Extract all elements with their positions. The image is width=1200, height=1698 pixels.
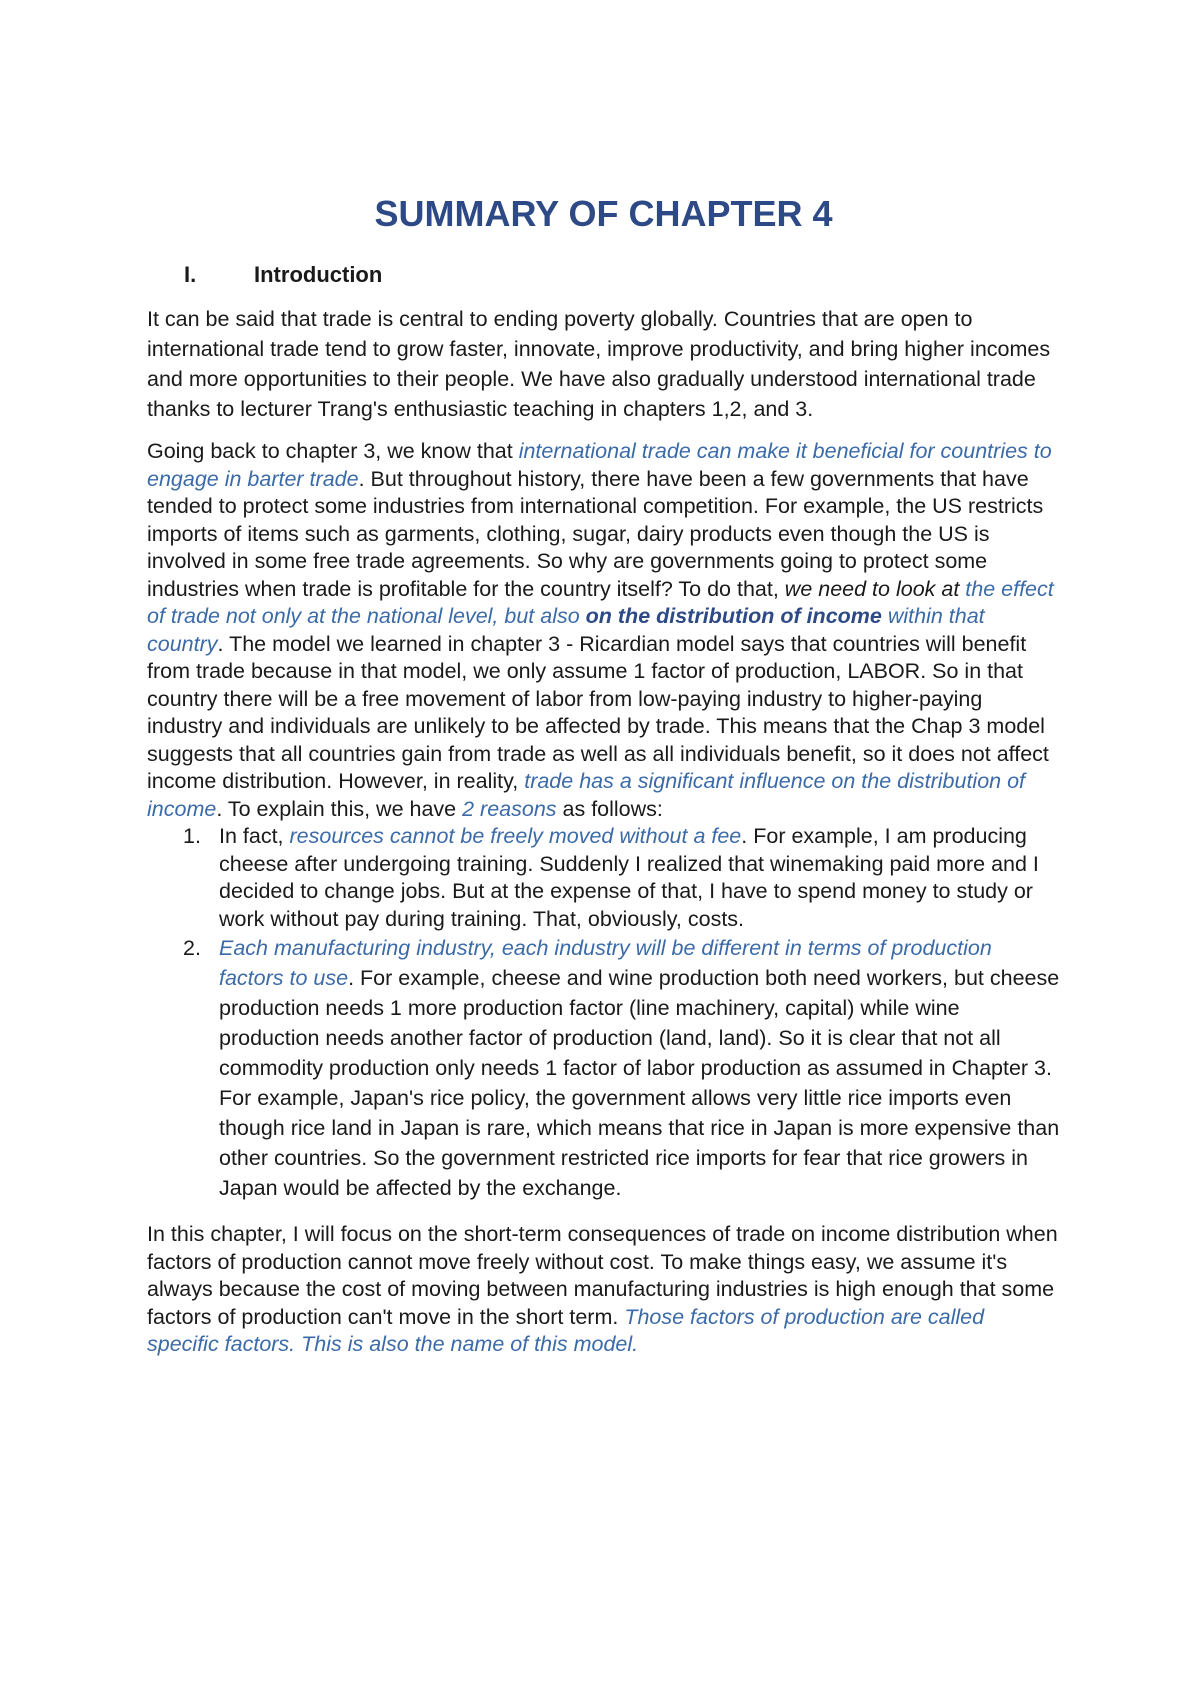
list-item — [147, 933, 1060, 1203]
section-title: Introduction — [254, 262, 383, 287]
bold-highlight-run: on the distribution of income — [585, 604, 882, 628]
text-run: Going back to chapter 3, we know that — [147, 439, 519, 463]
highlight-run: trade has a significant influence on the distribution of income — [147, 769, 1026, 821]
document-title: SUMMARY OF CHAPTER 4 — [374, 193, 833, 234]
text-run: In this chapter, I will focus on the short-term consequences of trade on income distribution when factors of production cannot move freely without cost. To make things easy, we assume it's always because the cost of moving between manufacturing industries is high enough that some factors of production can't move in the short term. — [147, 1222, 1058, 1329]
highlight-run: 2 reasons — [462, 796, 557, 821]
italic-run: we need to look at — [784, 576, 966, 601]
highlight-run: resources cannot be freely moved without a fee — [289, 824, 742, 848]
highlight-run: Each manufacturing industry, each industry will be different in terms of production factors to use — [219, 936, 992, 990]
list-marker: 2. — [183, 936, 201, 960]
section-number: I. — [184, 262, 197, 287]
text-run: . For example, cheese and wine production both need workers, but cheese production needs 1 more production factor (line machinery, capital) while wine production needs another factor of production (land, land). So it is clear that not all commodity production only needs 1 factor of labor production as assumed in Chapter 3. For example, Japan's rice policy, the government allows very little rice imports even though rice land in Japan is rare, which means that rice in Japan is more expensive than other countries. So the government restricted rice imports for fear that rice growers in Japan would be affected by the exchange. — [219, 966, 1060, 1200]
highlight-run: Those factors of production are called specific factors. This is also the name of this model. — [147, 1304, 985, 1356]
text-run: . But throughout history, there have been a few governments that have tended to protect some industries from international competition. For example, the US restricts imports of items such as garments, clothing, sugar, dairy products even though the US is involved in some free trade agreements. So why are governments going to protect some industries when trade is profitable for the country itself? To do that, — [147, 466, 1044, 601]
reasons-list — [147, 823, 1060, 1203]
text-run: . To explain this, we have — [216, 796, 463, 821]
highlight-run: the effect of trade not only at the national level, but also — [147, 576, 1054, 628]
text-run: as follows: — [556, 796, 663, 821]
highlight-run: international trade can make it beneficial for countries to engage in barter trade — [147, 439, 1052, 491]
context-paragraph — [147, 438, 1060, 823]
text-run: . The model we learned in chapter 3 - Ricardian model says that countries will benefit from trade because in that model, we only assume 1 factor of production, LABOR. So in that country there will be a free movement of labor from low-paying industry to higher-paying industry and individuals are unlikely to be affected by trade. This means that the Chap 3 model suggests that all countries gain from trade as well as all individuals benefit, so it does not affect income distribution. However, in reality, — [147, 631, 1049, 793]
conclusion-paragraph — [147, 1221, 1060, 1359]
list-item — [147, 823, 1060, 933]
text-run: . For example, I am producing cheese after undergoing training. Suddenly I realized that winemaking paid more and I decided to change jobs. But at the expense of that, I have to spend money to study or work without pay during training. That, obviously, costs. — [219, 824, 1039, 931]
intro-paragraph: It can be said that trade is central to ending poverty globally. Countries that are open to international trade tend to grow faster, innovate, improve productivity, and bring higher incomes and more opportunities to their people. We have also gradually understood international trade thanks to lecturer Trang's enthusiastic teaching in chapters 1,2, and 3. — [147, 307, 1051, 421]
list-marker: 1. — [183, 824, 201, 848]
section-heading — [184, 260, 1060, 290]
text-run: In fact, — [219, 824, 290, 848]
highlight-run: within that country — [147, 604, 985, 656]
